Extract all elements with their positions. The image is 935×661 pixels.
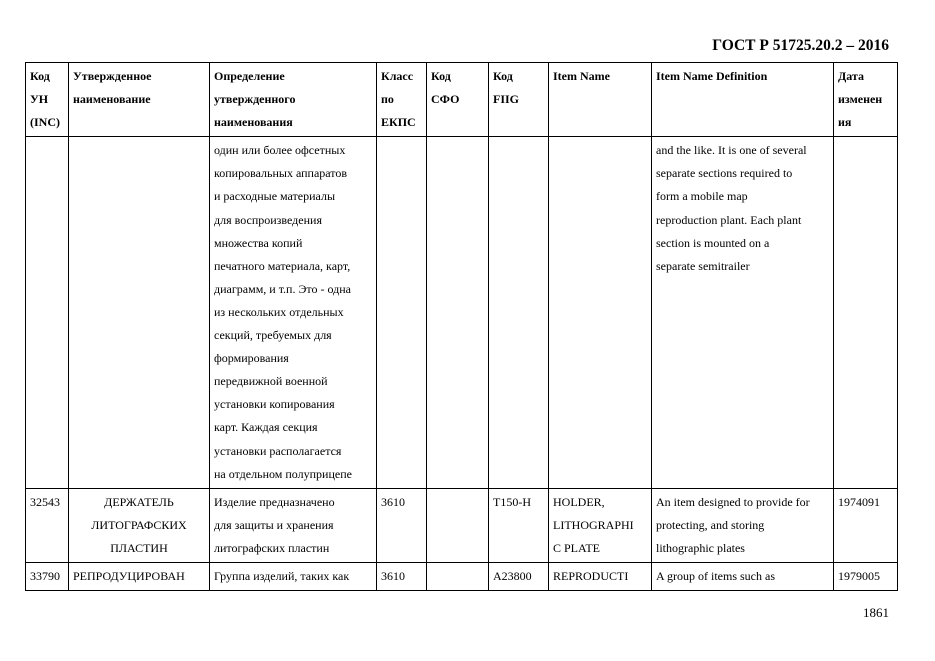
cell-fiig: T150-H xyxy=(489,488,549,562)
header-sfo: Код СФО xyxy=(427,63,489,137)
cell-date xyxy=(834,137,898,488)
cell-item-name: REPRODUCTI xyxy=(549,562,652,590)
table-row xyxy=(26,137,898,488)
items-table xyxy=(25,62,898,591)
cell-inc: 33790 xyxy=(26,562,69,590)
header-approved-name: Утвержденное наименование xyxy=(69,63,210,137)
header-class: Класс по ЕКПС xyxy=(377,63,427,137)
table-header-row xyxy=(26,63,898,137)
table-row xyxy=(26,488,898,562)
cell-inc: 32543 xyxy=(26,488,69,562)
header-date: Дата изменен ия xyxy=(834,63,898,137)
header-inc: Код УН (INC) xyxy=(26,63,69,137)
cell-sfo xyxy=(427,488,489,562)
cell-fiig xyxy=(489,137,549,488)
page-number: 1861 xyxy=(863,605,889,620)
cell-approved-name: РЕПРОДУЦИРОВАН xyxy=(69,562,210,590)
cell-fiig: A23800 xyxy=(489,562,549,590)
cell-inc xyxy=(26,137,69,488)
cell-definition: один или более офсетных копировальных аппаратов и расходные материалы для воспроизведения множества копий печатного материала, карт, диаграмм, и т.п. Это - одна из нескольких отдельных секций, требуемых для формирования передвижной военной установки копирования карт. Каждая секция установки располагается на отдельном полуприцепе xyxy=(210,137,377,488)
header-definition: Определение утвержденного наименования xyxy=(210,63,377,137)
cell-class xyxy=(377,137,427,488)
header-item-name: Item Name xyxy=(549,63,652,137)
header-fiig: Код FIIG xyxy=(489,63,549,137)
cell-item-name xyxy=(549,137,652,488)
table-row xyxy=(26,562,898,590)
cell-date: 1979005 xyxy=(834,562,898,590)
header-item-name-definition: Item Name Definition xyxy=(652,63,834,137)
cell-item-name: HOLDER, LITHOGRAPHI C PLATE xyxy=(549,488,652,562)
cell-definition: Изделие предназначено для защиты и хранения литографских пластин xyxy=(210,488,377,562)
cell-approved-name: ДЕРЖАТЕЛЬ ЛИТОГРАФСКИХ ПЛАСТИН xyxy=(69,488,210,562)
cell-class: 3610 xyxy=(377,562,427,590)
document-standard-header: ГОСТ Р 51725.20.2 – 2016 xyxy=(712,37,889,54)
cell-item-name-definition: A group of items such as xyxy=(652,562,834,590)
cell-date: 1974091 xyxy=(834,488,898,562)
cell-sfo xyxy=(427,137,489,488)
cell-item-name-definition: and the like. It is one of several separate sections required to form a mobile map reproduction plant. Each plant section is mounted on a separate semitrailer xyxy=(652,137,834,488)
cell-definition: Группа изделий, таких как xyxy=(210,562,377,590)
cell-item-name-definition: An item designed to provide for protecting, and storing lithographic plates xyxy=(652,488,834,562)
cell-approved-name xyxy=(69,137,210,488)
cell-sfo xyxy=(427,562,489,590)
cell-class: 3610 xyxy=(377,488,427,562)
